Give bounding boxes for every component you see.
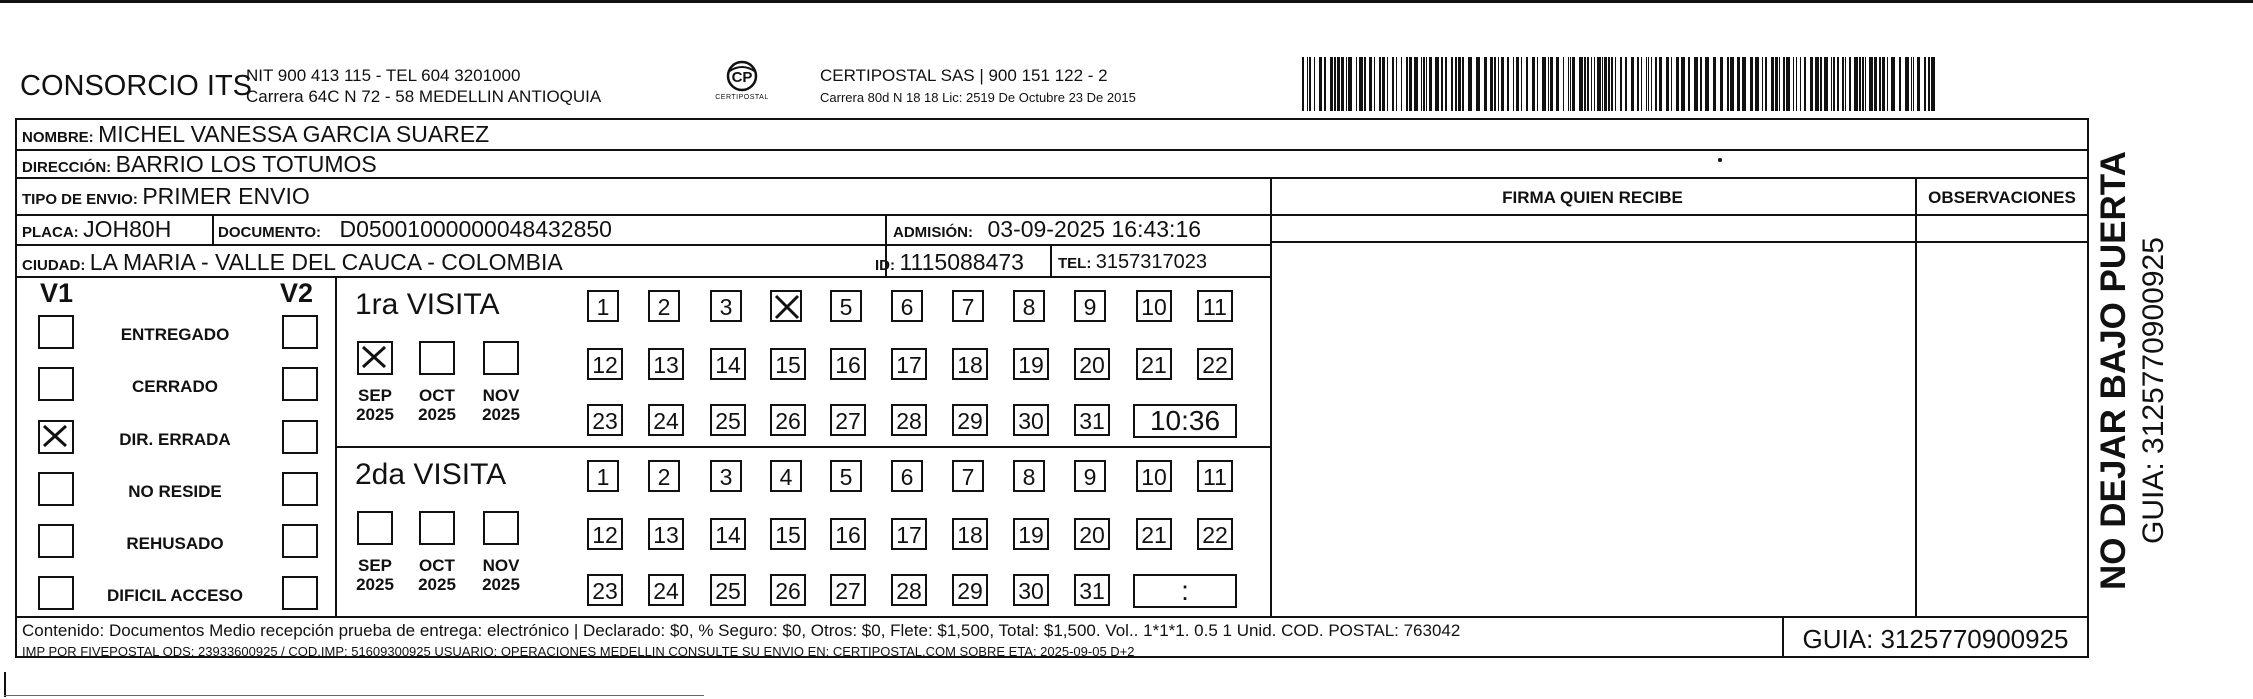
- tel-label: TEL:: [1058, 255, 1092, 272]
- certipostal-logo-icon: [708, 58, 776, 110]
- barcode-bar: [1737, 57, 1740, 111]
- barcode-bar: [1611, 57, 1613, 111]
- month-name: NOV: [482, 386, 520, 405]
- barcode-bar: [1455, 57, 1457, 111]
- v1-checkbox[interactable]: [38, 315, 74, 349]
- company-line-2: Carrera 64C N 72 - 58 MEDELLIN ANTIOQUIA: [246, 87, 602, 106]
- barcode-bar: [1917, 57, 1920, 111]
- x-mark-icon: [359, 343, 391, 373]
- barcode-bar: [1602, 57, 1603, 111]
- barcode-bar: [1620, 57, 1622, 111]
- barcode-bar: [1882, 57, 1885, 111]
- day-box[interactable]: 6: [891, 460, 923, 492]
- barcode-bar: [1494, 57, 1496, 111]
- observaciones-label: OBSERVACIONES: [1928, 188, 2076, 207]
- v1-label: V1: [40, 278, 74, 308]
- barcode-bar: [1931, 57, 1935, 111]
- placa-field: [22, 216, 171, 243]
- barcode-bar: [1521, 57, 1522, 111]
- barcode-bar: [1648, 57, 1649, 111]
- visit-title: 1ra VISITA: [355, 288, 500, 321]
- barcode-bar: [1324, 57, 1326, 111]
- month-label: [351, 556, 399, 594]
- nombre-label: NOMBRE:: [22, 129, 94, 146]
- month-checkbox-sep[interactable]: [357, 511, 393, 545]
- company-line-1: NIT 900 413 115 - TEL 604 3201000: [246, 66, 521, 85]
- status-label: CERRADO: [132, 377, 218, 396]
- barcode-bar: [1837, 57, 1839, 111]
- day-box[interactable]: 31: [1074, 574, 1110, 606]
- barcode-bar: [1462, 57, 1464, 111]
- ciudad-label: CIUDAD:: [22, 257, 86, 274]
- day-box[interactable]: 7: [952, 460, 984, 492]
- company-name: CONSORCIO ITS: [20, 70, 253, 102]
- barcode-bar: [1765, 57, 1767, 111]
- day-box[interactable]: 28: [891, 574, 927, 606]
- direccion-label: DIRECCIÓN:: [22, 159, 112, 176]
- barcode-bar: [1445, 57, 1447, 111]
- barcode-bar: [1513, 57, 1514, 111]
- day-box[interactable]: 26: [770, 404, 806, 436]
- barcode-bar: [1762, 57, 1763, 111]
- barcode-bar: [1330, 57, 1333, 111]
- day-box[interactable]: 3: [710, 460, 742, 492]
- barcode-bar: [1484, 57, 1487, 111]
- day-box[interactable]: 19: [1013, 348, 1049, 380]
- barcode-bar: [1414, 57, 1418, 111]
- day-box[interactable]: 29: [952, 574, 988, 606]
- svg-text:CP: CP: [731, 69, 753, 86]
- v1-checkbox[interactable]: [38, 367, 74, 401]
- barcode-bar: [1423, 57, 1425, 111]
- day-box[interactable]: 20: [1074, 348, 1110, 380]
- barcode-bar: [1730, 57, 1734, 111]
- barcode-bar: [1421, 57, 1422, 111]
- barcode-bar: [1532, 57, 1535, 111]
- barcode-bar: [1631, 57, 1634, 111]
- visit-time[interactable]: 10:36: [1133, 404, 1237, 438]
- day-box[interactable]: 2: [648, 290, 680, 322]
- month-label: [477, 386, 525, 424]
- month-checkbox-oct[interactable]: [419, 511, 455, 545]
- v1-checkbox[interactable]: [38, 420, 74, 454]
- barcode-bar: [1700, 57, 1702, 111]
- v1-checkbox[interactable]: [38, 524, 74, 558]
- barcode-bar: [1742, 57, 1746, 111]
- barcode-bar: [1625, 57, 1627, 111]
- x-mark-icon: [40, 422, 72, 452]
- month-label: [351, 386, 399, 424]
- barcode-bar: [1671, 57, 1672, 111]
- tipo-label: TIPO DE ENVIO:: [22, 191, 138, 208]
- day-box[interactable]: 23: [587, 404, 623, 436]
- side-warning: NO DEJAR BAJO PUERTA: [2094, 151, 2133, 590]
- firma-label: FIRMA QUIEN RECIBE: [1502, 188, 1683, 207]
- day-box[interactable]: 1: [587, 290, 619, 322]
- barcode-bar: [1820, 57, 1822, 111]
- day-box[interactable]: 4: [770, 460, 802, 492]
- status-label: DIFICIL ACCESO: [106, 586, 243, 605]
- admision-field: [893, 216, 1201, 243]
- month-year: 2025: [418, 575, 456, 594]
- visit-time[interactable]: :: [1133, 574, 1237, 608]
- day-box[interactable]: 6: [891, 290, 923, 322]
- barcode-bar: [1537, 57, 1538, 111]
- day-box[interactable]: 11: [1197, 290, 1233, 322]
- bottom-margin-line: [4, 695, 704, 696]
- v1-checkbox[interactable]: [38, 576, 74, 610]
- barcode-bar: [1666, 57, 1669, 111]
- day-box[interactable]: 16: [830, 518, 866, 550]
- documento-field: [218, 216, 612, 243]
- day-box[interactable]: 5: [830, 460, 862, 492]
- v2-checkbox[interactable]: [282, 420, 318, 454]
- barcode-bar: [1302, 57, 1304, 111]
- tel-field: [1058, 251, 1207, 274]
- month-checkbox-nov[interactable]: [483, 341, 519, 375]
- barcode-bar: [1615, 57, 1616, 111]
- barcode-bar: [1869, 57, 1873, 111]
- barcode-bar: [1346, 57, 1347, 111]
- barcode-bar: [1409, 57, 1412, 111]
- barcode-bar: [1874, 57, 1877, 111]
- placa-value: JOH80H: [83, 216, 172, 242]
- v2-checkbox[interactable]: [282, 576, 318, 610]
- day-box[interactable]: 7: [952, 290, 984, 322]
- day-box[interactable]: 21: [1136, 348, 1172, 380]
- barcode-bar: [1406, 57, 1408, 111]
- barcode-bar: [1348, 57, 1352, 111]
- id-value: 1115088473: [899, 249, 1024, 275]
- day-box[interactable]: 29: [952, 404, 988, 436]
- month-year: 2025: [482, 405, 520, 424]
- placa-label: PLACA:: [22, 224, 79, 241]
- day-box[interactable]: 5: [830, 290, 862, 322]
- barcode-bar: [1887, 57, 1888, 111]
- status-label: REHUSADO: [126, 534, 224, 553]
- status-label: NO RESIDE: [128, 482, 222, 501]
- barcode-bar: [1568, 57, 1569, 111]
- barcode-bar: [1468, 57, 1472, 111]
- barcode-bar: [1307, 57, 1308, 111]
- barcode-bar: [1490, 57, 1493, 111]
- v2-checkbox[interactable]: [282, 315, 318, 349]
- day-box[interactable]: 17: [891, 518, 927, 550]
- barcode-bar: [1891, 57, 1895, 111]
- barcode-bar: [1681, 57, 1685, 111]
- top-edge-line: [0, 0, 2253, 3]
- barcode-bar: [1359, 57, 1363, 111]
- day-box[interactable]: 9: [1074, 460, 1106, 492]
- barcode-bar: [1659, 57, 1662, 111]
- month-year: 2025: [482, 575, 520, 594]
- day-box[interactable]: 22: [1197, 348, 1233, 380]
- tipo-field: [22, 183, 310, 210]
- barcode: [1300, 55, 1940, 113]
- barcode-bar: [1905, 57, 1909, 111]
- barcode-bar: [1899, 57, 1901, 111]
- barcode-bar: [1337, 57, 1340, 111]
- day-box[interactable]: 12: [587, 348, 623, 380]
- barcode-bar: [1637, 57, 1639, 111]
- barcode-bar: [1548, 57, 1549, 111]
- barcode-bar: [1810, 57, 1813, 111]
- v2-checkbox[interactable]: [282, 524, 318, 558]
- barcode-bar: [1392, 57, 1394, 111]
- footer-guia: GUIA: 3125770900925: [1802, 624, 2069, 654]
- barcode-bar: [1775, 57, 1778, 111]
- barcode-bar: [1341, 57, 1344, 111]
- admision-label: ADMISIÓN:: [893, 224, 973, 241]
- documento-label: DOCUMENTO:: [218, 224, 322, 241]
- barcode-bar: [1911, 57, 1912, 111]
- barcode-bar: [1833, 57, 1835, 111]
- barcode-bar: [1815, 57, 1819, 111]
- day-box[interactable]: 18: [952, 518, 988, 550]
- carrier-line-1: CERTIPOSTAL SAS | 900 151 122 - 2: [820, 66, 1108, 85]
- day-box[interactable]: [770, 290, 802, 322]
- barcode-bar: [1928, 57, 1930, 111]
- carrier-line-2: Carrera 80d N 18 18 Lic: 2519 De Octubre 23 De 2015: [820, 90, 1136, 105]
- barcode-bar: [1319, 57, 1322, 111]
- ciudad-value: LA MARIA - VALLE DEL CAUCA - COLOMBIA: [89, 249, 563, 275]
- day-box[interactable]: 24: [648, 404, 684, 436]
- barcode-bar: [1750, 57, 1753, 111]
- id-label: ID:: [875, 257, 895, 274]
- tel-value: 3157317023: [1095, 251, 1208, 273]
- barcode-bar: [1862, 57, 1864, 111]
- barcode-bar: [1579, 57, 1583, 111]
- day-box[interactable]: 28: [891, 404, 927, 436]
- nombre-value: MICHEL VANESSA GARCIA SUAREZ: [98, 121, 490, 147]
- barcode-bar: [1796, 57, 1797, 111]
- day-box[interactable]: 21: [1136, 518, 1172, 550]
- barcode-bar: [1608, 57, 1610, 111]
- barcode-bar: [1842, 57, 1844, 111]
- barcode-icon: [1300, 55, 1940, 113]
- direccion-value: BARRIO LOS TOTUMOS: [115, 151, 377, 177]
- left-margin-line: [4, 672, 6, 697]
- barcode-bar: [1845, 57, 1846, 111]
- barcode-bar: [1426, 57, 1427, 111]
- barcode-bar: [1387, 57, 1388, 111]
- month-year: 2025: [418, 405, 456, 424]
- day-box[interactable]: 9: [1074, 290, 1106, 322]
- month-name: OCT: [419, 556, 455, 575]
- barcode-bar: [1859, 57, 1861, 111]
- barcode-bar: [1924, 57, 1926, 111]
- barcode-bar: [1641, 57, 1642, 111]
- tipo-value: PRIMER ENVIO: [142, 183, 310, 209]
- v2-label: V2: [280, 278, 314, 308]
- barcode-bar: [1572, 57, 1575, 111]
- barcode-bar: [1591, 57, 1592, 111]
- barcode-bar: [1501, 57, 1504, 111]
- barcode-bar: [1879, 57, 1881, 111]
- day-box[interactable]: 13: [648, 518, 684, 550]
- barcode-bar: [1435, 57, 1439, 111]
- day-box[interactable]: 8: [1013, 460, 1045, 492]
- barcode-bar: [1720, 57, 1723, 111]
- barcode-bar: [1369, 57, 1372, 111]
- day-box[interactable]: 10: [1136, 290, 1172, 322]
- barcode-bar: [1587, 57, 1589, 111]
- documento-value: D05001000000048432850: [339, 216, 612, 242]
- barcode-bar: [1824, 57, 1828, 111]
- barcode-bar: [1854, 57, 1858, 111]
- status-label: ENTREGADO: [120, 325, 230, 344]
- barcode-bar: [1594, 57, 1595, 111]
- day-box[interactable]: 1: [587, 460, 619, 492]
- barcode-bar: [1334, 57, 1336, 111]
- day-box[interactable]: 15: [770, 348, 806, 380]
- barcode-bar: [1913, 57, 1914, 111]
- barcode-bar: [1451, 57, 1453, 111]
- day-box[interactable]: 31: [1074, 404, 1110, 436]
- barcode-bar: [1793, 57, 1794, 111]
- barcode-bar: [1800, 57, 1801, 111]
- barcode-bar: [1713, 57, 1716, 111]
- day-box[interactable]: 19: [1013, 518, 1049, 550]
- footer-contenido: Contenido: Documentos Medio recepción prueba de entrega: electrónico | Declarado: $0, % Seguro: $0, Otros: $0, Flete: $1,500, Total: $1,500. Vol.. 1*1*1. 0.5 1 Unid. COD. POSTAL: 763042: [22, 621, 1461, 640]
- ciudad-field: [22, 249, 563, 276]
- barcode-bar: [1651, 57, 1652, 111]
- month-name: OCT: [419, 386, 455, 405]
- day-box[interactable]: 14: [710, 348, 746, 380]
- barcode-bar: [1705, 57, 1709, 111]
- barcode-bar: [1804, 57, 1806, 111]
- day-box[interactable]: 17: [891, 348, 927, 380]
- barcode-bar: [1314, 57, 1315, 111]
- barcode-bar: [1597, 57, 1601, 111]
- v2-checkbox[interactable]: [282, 367, 318, 401]
- month-year: 2025: [356, 575, 394, 594]
- logo-text: CERTIPOSTAL: [715, 94, 769, 101]
- barcode-bar: [1396, 57, 1397, 111]
- barcode-bar: [1364, 57, 1366, 111]
- day-box[interactable]: 23: [587, 574, 623, 606]
- barcode-bar: [1676, 57, 1679, 111]
- barcode-bar: [1429, 57, 1432, 111]
- day-box[interactable]: 14: [710, 518, 746, 550]
- day-box[interactable]: 22: [1197, 518, 1233, 550]
- barcode-bar: [1382, 57, 1385, 111]
- day-box[interactable]: 15: [770, 518, 806, 550]
- day-box[interactable]: 25: [710, 574, 746, 606]
- barcode-bar: [1374, 57, 1375, 111]
- barcode-bar: [1550, 57, 1553, 111]
- month-label: [413, 386, 461, 424]
- barcode-bar: [1655, 57, 1657, 111]
- footer-imp: IMP POR FIVEPOSTAL ODS: 23933600925 / COD.IMP: 51609300925 USUARIO: OPERACIONES MEDELLIN CONSULTE SU ENVIO EN: CERTIPOSTAL.COM SOBRE ETA: 2025-09-05 D+2: [22, 644, 1135, 659]
- month-name: NOV: [482, 556, 520, 575]
- barcode-bar: [1476, 57, 1480, 111]
- day-box[interactable]: 24: [648, 574, 684, 606]
- barcode-bar: [1783, 57, 1785, 111]
- admision-value: 03-09-2025 16:43:16: [987, 216, 1202, 242]
- status-label: DIR. ERRADA: [119, 430, 231, 449]
- barcode-bar: [1498, 57, 1499, 111]
- day-box[interactable]: 26: [770, 574, 806, 606]
- visit-title: 2da VISITA: [355, 458, 507, 491]
- barcode-bar: [1755, 57, 1759, 111]
- barcode-bar: [1849, 57, 1851, 111]
- month-name: SEP: [357, 386, 393, 405]
- barcode-bar: [1694, 57, 1698, 111]
- day-box[interactable]: 11: [1197, 460, 1233, 492]
- day-box[interactable]: 2: [648, 460, 680, 492]
- day-box[interactable]: 30: [1013, 404, 1049, 436]
- barcode-bar: [1646, 57, 1647, 111]
- direccion-field: [22, 151, 377, 178]
- x-mark-icon: [772, 292, 804, 324]
- barcode-bar: [1604, 57, 1607, 111]
- month-year: 2025: [356, 405, 394, 424]
- barcode-bar: [1563, 57, 1564, 111]
- day-box[interactable]: 27: [830, 404, 866, 436]
- day-box[interactable]: 30: [1013, 574, 1049, 606]
- barcode-bar: [1458, 57, 1461, 111]
- day-box[interactable]: 16: [830, 348, 866, 380]
- side-text: [2092, 140, 2212, 590]
- day-box[interactable]: 13: [648, 348, 684, 380]
- day-box[interactable]: 3: [710, 290, 742, 322]
- barcode-bar: [1441, 57, 1443, 111]
- side-guia: GUIA: 3125770900925: [2137, 237, 2170, 544]
- month-checkbox-oct[interactable]: [419, 341, 455, 375]
- id-field: [875, 249, 1024, 276]
- month-name: SEP: [357, 556, 393, 575]
- barcode-bar: [1526, 57, 1528, 111]
- barcode-bar: [1516, 57, 1519, 111]
- barcode-bar: [1309, 57, 1311, 111]
- barcode-bar: [1401, 57, 1402, 111]
- barcode-bar: [1786, 57, 1790, 111]
- day-box[interactable]: 20: [1074, 518, 1110, 550]
- day-box[interactable]: 25: [710, 404, 746, 436]
- dot-mark: [1718, 158, 1722, 162]
- barcode-bar: [1584, 57, 1586, 111]
- month-checkbox-nov[interactable]: [483, 511, 519, 545]
- barcode-bar: [1542, 57, 1546, 111]
- month-label: [413, 556, 461, 594]
- barcode-bar: [1379, 57, 1381, 111]
- barcode-bar: [1865, 57, 1866, 111]
- barcode-bar: [1556, 57, 1559, 111]
- day-box[interactable]: 27: [830, 574, 866, 606]
- nombre-field: [22, 121, 489, 148]
- month-checkbox-sep[interactable]: [357, 341, 393, 375]
- barcode-bar: [1356, 57, 1357, 111]
- day-box[interactable]: 18: [952, 348, 988, 380]
- barcode-bar: [1779, 57, 1780, 111]
- v1-checkbox[interactable]: [38, 472, 74, 506]
- barcode-bar: [1771, 57, 1774, 111]
- day-box[interactable]: 12: [587, 518, 623, 550]
- carrier-logo: [708, 58, 776, 110]
- barcode-bar: [1570, 57, 1571, 111]
- barcode-bar: [1507, 57, 1509, 111]
- v2-checkbox[interactable]: [282, 472, 318, 506]
- day-box[interactable]: 8: [1013, 290, 1045, 322]
- day-box[interactable]: 10: [1136, 460, 1172, 492]
- barcode-bar: [1831, 57, 1832, 111]
- barcode-bar: [1688, 57, 1690, 111]
- barcode-bar: [1727, 57, 1729, 111]
- month-label: [477, 556, 525, 594]
